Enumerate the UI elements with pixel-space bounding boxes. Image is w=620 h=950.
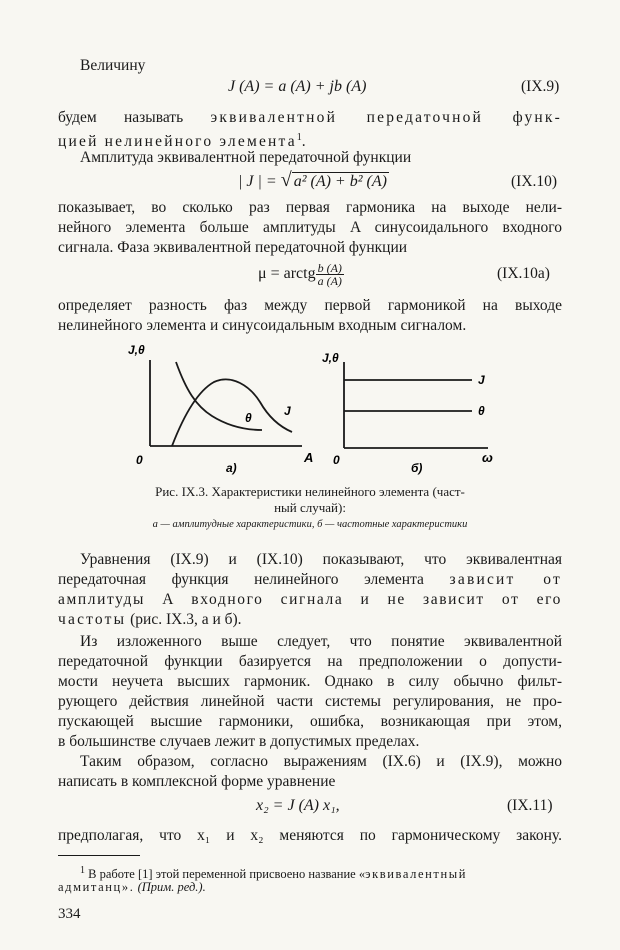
- text-line: Амплитуда эквивалентной передаточной функции: [80, 149, 412, 166]
- footnote-marker: 1: [296, 132, 302, 143]
- equation-number: (IX.10): [511, 173, 558, 190]
- footnote: [58, 879, 206, 896]
- text-line: Таким образом, согласно выражениям (IX.6) и (IX.9), можно: [80, 753, 562, 770]
- origin-label: 0: [333, 453, 340, 467]
- text-line: показывает, во сколько раз первая гармоника на выходе нели-: [58, 199, 562, 216]
- text-line: написать в комплексной форме уравнение: [58, 773, 336, 790]
- text-line: [58, 108, 562, 128]
- equation-ix10: [238, 170, 389, 192]
- panel-label: а): [226, 461, 237, 475]
- line-label-theta: θ: [478, 404, 485, 418]
- origin-label: 0: [136, 453, 143, 467]
- spaced-term: частоты: [58, 611, 127, 628]
- text-line: рующего действия линейной части системы регулирования, не про-: [58, 693, 562, 710]
- curve-j: [172, 379, 292, 446]
- footnote-rule: [58, 855, 140, 856]
- text-span: (Прим. ред.).: [137, 880, 206, 894]
- panel-a-amplitude: [150, 360, 302, 446]
- figure-caption: Рис. IX.3. Характеристики нелинейного элемента (част-: [155, 484, 465, 499]
- spaced-term: адмитанц».: [58, 880, 135, 894]
- text-line: нейного элемента больше амплитуды A синусоидального входного: [58, 219, 562, 236]
- line-label-j: J: [478, 373, 485, 387]
- text-line: Величину: [80, 57, 146, 74]
- fraction: [316, 262, 344, 287]
- text-span: В работе [1] этой переменной присвоено название «: [88, 867, 366, 882]
- text-line: определяет разность фаз между первой гармоникой на выходе: [58, 297, 562, 314]
- spaced-term: цией нелинейного элемента: [58, 133, 297, 151]
- text-line: Уравнения (IX.9) и (IX.10) показывают, что эквивалентная: [80, 551, 562, 568]
- equation-left: | J | =: [238, 173, 281, 190]
- text-line: нелинейного элемента и синусоидальным входным сигналом.: [58, 317, 467, 334]
- text-line: предполагая, что x₁ и x₂ меняются по гармоническому закону.: [58, 827, 562, 844]
- equation-ix9: J (A) = a (A) + jb (A): [228, 78, 367, 95]
- equation-ix10a: [258, 262, 344, 287]
- fraction-denominator: a (A): [317, 274, 342, 288]
- text-line: [58, 570, 562, 590]
- figure-caption: ный случай):: [274, 500, 346, 515]
- equation-number: (IX.11): [507, 797, 553, 814]
- page-number: 334: [58, 906, 81, 922]
- figure-legend: а — амплитудные характеристики, б — частотные характеристики: [152, 519, 468, 530]
- text-span: .: [301, 133, 306, 151]
- y-axis-label: J,θ: [322, 351, 339, 365]
- fraction-numerator: b (A): [317, 261, 342, 275]
- text-line: пускающей высшие гармоники, ошибка, возникающая при этом,: [58, 713, 562, 730]
- text-span: передаточная функция нелинейного элемента: [58, 571, 424, 588]
- equation-left: μ = arctg: [258, 265, 316, 283]
- curve-label-theta: θ: [245, 411, 252, 425]
- equation-number: (IX.9): [521, 78, 560, 95]
- radical-sign: √: [280, 169, 292, 191]
- text-line: амплитуды A входного сигнала и не зависит от его: [58, 591, 562, 608]
- text-line: в большинстве случаев лежит в допустимых пределах.: [58, 733, 420, 750]
- curve-label-j: J: [284, 404, 291, 418]
- panel-label: б): [411, 461, 423, 475]
- text-line: передаточной функции базируется на предположении о допусти-: [58, 653, 562, 670]
- spaced-term: зависит от: [449, 571, 563, 588]
- text-line: Из изложенного выше следует, что понятие эквивалентной: [80, 633, 562, 650]
- text-span: (рис. IX.3, а и б).: [130, 611, 242, 628]
- text-line: мости неучета высших гармоник. Однако в силу обычно фильт-: [58, 673, 562, 690]
- text-line: [58, 610, 242, 630]
- y-axis-label: J,θ: [128, 343, 145, 357]
- footnote-marker: 1: [80, 865, 85, 876]
- spaced-term: эквивалентный: [365, 867, 468, 882]
- radicand: a² (A) + b² (A): [293, 173, 387, 190]
- x-axis-label: A: [304, 450, 314, 465]
- figure-ix3: [0, 340, 620, 480]
- panel-b-frequency: [344, 362, 488, 448]
- text-span: будем называть: [58, 109, 184, 126]
- equation-number: (IX.10a): [497, 265, 550, 282]
- equation-ix11: x₂ = J (A) x₁,: [256, 797, 340, 814]
- spaced-term: эквивалентной передаточной функ-: [210, 109, 562, 126]
- text-line: сигнала. Фаза эквивалентной передаточной функции: [58, 239, 408, 256]
- x-axis-label: ω: [482, 450, 493, 465]
